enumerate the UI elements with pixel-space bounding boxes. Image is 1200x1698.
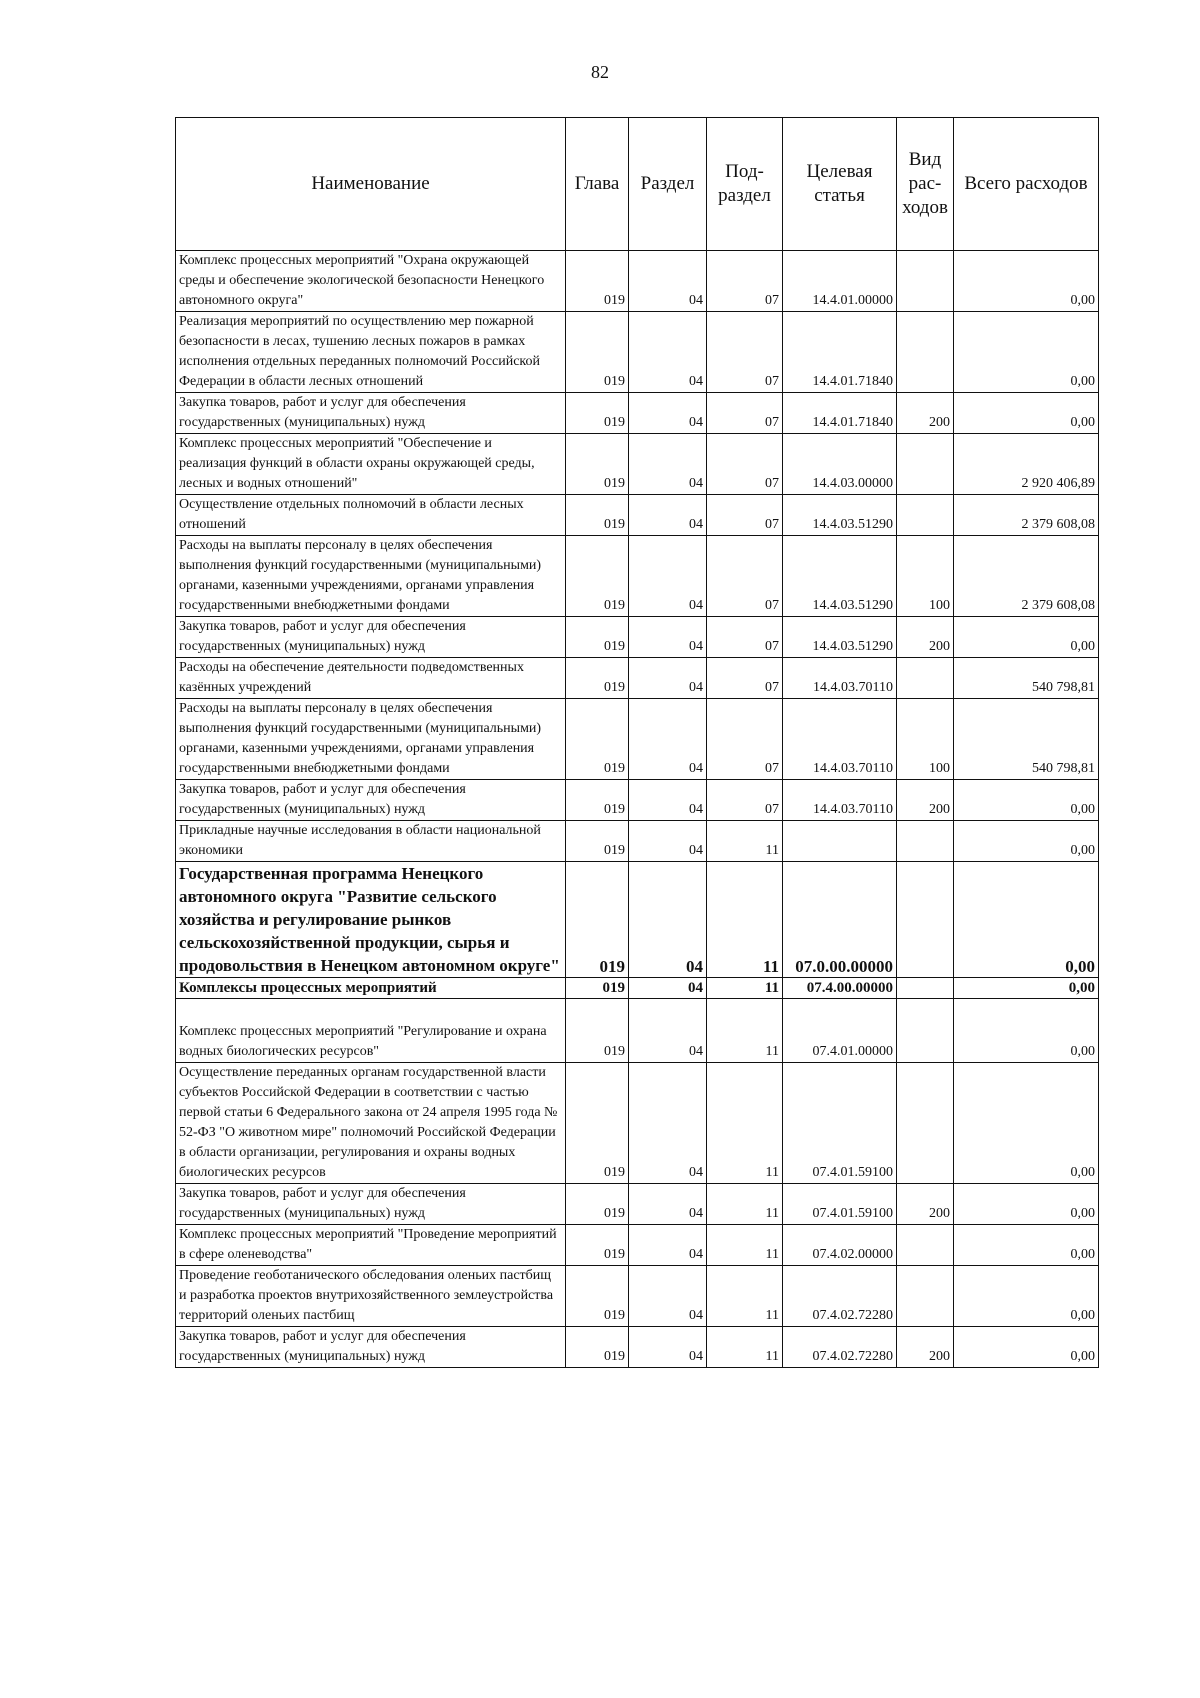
row-total: 0,00 bbox=[954, 617, 1099, 658]
row-section: 04 bbox=[629, 1327, 707, 1368]
table-header-row bbox=[176, 118, 1099, 251]
header-type: Вид рас-ходов bbox=[897, 118, 954, 251]
table-row-program bbox=[176, 862, 1099, 978]
row-subsection: 07 bbox=[707, 393, 783, 434]
row-total: 0,00 bbox=[954, 999, 1099, 1063]
row-name: Расходы на выплаты персоналу в целях обеспечения выполнения функций государственными (муниципальными) органами, казенными учреждениями, органами управления государственными внебюджетными фондами bbox=[176, 699, 566, 780]
row-name: Комплекс процессных мероприятий "Охрана окружающей среды и обеспечение экологической безопасности Ненецкого автономного округа" bbox=[176, 251, 566, 312]
row-total: 0,00 bbox=[954, 251, 1099, 312]
row-total: 0,00 bbox=[954, 1225, 1099, 1266]
row-target: 14.4.03.70110 bbox=[783, 780, 897, 821]
row-section: 04 bbox=[629, 536, 707, 617]
row-target: 07.4.01.59100 bbox=[783, 1063, 897, 1184]
row-target: 14.4.03.00000 bbox=[783, 434, 897, 495]
row-type bbox=[897, 495, 954, 536]
row-target: 14.4.03.70110 bbox=[783, 658, 897, 699]
row-chapter: 019 bbox=[566, 495, 629, 536]
row-chapter: 019 bbox=[566, 393, 629, 434]
row-chapter: 019 bbox=[566, 1225, 629, 1266]
row-name: Государственная программа Ненецкого автономного округа "Развитие сельского хозяйства и регулирование рынков сельскохозяйственной продукции, сырья и продовольствия в Ненецком автономном округе" bbox=[176, 862, 566, 978]
header-section: Раздел bbox=[629, 118, 707, 251]
row-total: 0,00 bbox=[954, 1063, 1099, 1184]
row-type bbox=[897, 434, 954, 495]
table-row bbox=[176, 434, 1099, 495]
row-subsection: 07 bbox=[707, 434, 783, 495]
table-row bbox=[176, 821, 1099, 862]
row-target: 14.4.03.51290 bbox=[783, 536, 897, 617]
row-type bbox=[897, 862, 954, 978]
budget-table bbox=[175, 117, 1099, 1368]
row-subsection: 07 bbox=[707, 251, 783, 312]
row-total: 540 798,81 bbox=[954, 658, 1099, 699]
row-type bbox=[897, 251, 954, 312]
row-target: 14.4.01.71840 bbox=[783, 393, 897, 434]
row-subsection: 07 bbox=[707, 699, 783, 780]
row-target: 07.4.02.72280 bbox=[783, 1266, 897, 1327]
table-row bbox=[176, 1327, 1099, 1368]
row-chapter: 019 bbox=[566, 780, 629, 821]
row-target: 07.4.01.59100 bbox=[783, 1184, 897, 1225]
row-section: 04 bbox=[629, 434, 707, 495]
row-type: 100 bbox=[897, 699, 954, 780]
row-chapter: 019 bbox=[566, 699, 629, 780]
row-subsection: 07 bbox=[707, 780, 783, 821]
row-section: 04 bbox=[629, 978, 707, 999]
row-target: 14.4.01.71840 bbox=[783, 312, 897, 393]
header-chapter: Глава bbox=[566, 118, 629, 251]
row-type: 200 bbox=[897, 780, 954, 821]
row-total: 0,00 bbox=[954, 862, 1099, 978]
row-chapter: 019 bbox=[566, 1266, 629, 1327]
table-row-subtotal bbox=[176, 978, 1099, 999]
row-section: 04 bbox=[629, 312, 707, 393]
header-total: Всего расходов bbox=[954, 118, 1099, 251]
row-chapter: 019 bbox=[566, 617, 629, 658]
row-section: 04 bbox=[629, 393, 707, 434]
table-row bbox=[176, 1225, 1099, 1266]
table-row bbox=[176, 1184, 1099, 1225]
row-name: Комплексы процессных мероприятий bbox=[176, 978, 566, 999]
row-total: 0,00 bbox=[954, 821, 1099, 862]
row-section: 04 bbox=[629, 1184, 707, 1225]
row-type: 200 bbox=[897, 1184, 954, 1225]
row-target: 07.4.02.00000 bbox=[783, 1225, 897, 1266]
row-type bbox=[897, 978, 954, 999]
row-name: Проведение геоботанического обследования оленьих пастбищ и разработка проектов внутрихозяйственного землеустройства территорий оленьих пастбищ bbox=[176, 1266, 566, 1327]
header-name: Наименование bbox=[176, 118, 566, 251]
row-name: Закупка товаров, работ и услуг для обеспечения государственных (муниципальных) нужд bbox=[176, 780, 566, 821]
table-row bbox=[176, 312, 1099, 393]
row-name: Комплекс процессных мероприятий "Регулирование и охрана водных биологических ресурсов" bbox=[176, 999, 566, 1063]
row-subsection: 11 bbox=[707, 978, 783, 999]
row-chapter: 019 bbox=[566, 999, 629, 1063]
row-name: Реализация мероприятий по осуществлению мер пожарной безопасности в лесах, тушению лесных пожаров в рамках исполнения отдельных переданных полномочий Российской Федерации в области лесных отношений bbox=[176, 312, 566, 393]
row-target: 14.4.03.51290 bbox=[783, 495, 897, 536]
row-subsection: 07 bbox=[707, 495, 783, 536]
row-total: 0,00 bbox=[954, 1327, 1099, 1368]
row-total: 0,00 bbox=[954, 1184, 1099, 1225]
row-target: 14.4.03.51290 bbox=[783, 617, 897, 658]
table-row bbox=[176, 393, 1099, 434]
row-subsection: 11 bbox=[707, 1266, 783, 1327]
row-total: 0,00 bbox=[954, 393, 1099, 434]
table-row bbox=[176, 1063, 1099, 1184]
row-type: 200 bbox=[897, 393, 954, 434]
header-subsection: Под-раздел bbox=[707, 118, 783, 251]
row-section: 04 bbox=[629, 1266, 707, 1327]
row-section: 04 bbox=[629, 862, 707, 978]
table-row bbox=[176, 999, 1099, 1063]
table-row bbox=[176, 617, 1099, 658]
row-subsection: 11 bbox=[707, 862, 783, 978]
table-row bbox=[176, 780, 1099, 821]
row-type bbox=[897, 821, 954, 862]
row-name: Закупка товаров, работ и услуг для обеспечения государственных (муниципальных) нужд bbox=[176, 393, 566, 434]
row-subsection: 07 bbox=[707, 617, 783, 658]
row-type bbox=[897, 312, 954, 393]
row-total: 0,00 bbox=[954, 780, 1099, 821]
row-section: 04 bbox=[629, 1063, 707, 1184]
row-name: Комплекс процессных мероприятий "Проведение мероприятий в сфере оленеводства" bbox=[176, 1225, 566, 1266]
row-type: 200 bbox=[897, 1327, 954, 1368]
row-subsection: 07 bbox=[707, 536, 783, 617]
row-target: 07.4.00.00000 bbox=[783, 978, 897, 999]
row-chapter: 019 bbox=[566, 251, 629, 312]
row-chapter: 019 bbox=[566, 658, 629, 699]
row-name: Осуществление переданных органам государственной власти субъектов Российской Федерации в соответствии с частью первой статьи 6 Федерального закона от 24 апреля 1995 года № 52-ФЗ "О животном мире" полномочий Российской Федерации в области организации, регулирования и охраны водных биологических ресурсов bbox=[176, 1063, 566, 1184]
row-target: 07.0.00.00000 bbox=[783, 862, 897, 978]
row-target bbox=[783, 821, 897, 862]
row-section: 04 bbox=[629, 495, 707, 536]
row-subsection: 07 bbox=[707, 312, 783, 393]
header-target: Целевая статья bbox=[783, 118, 897, 251]
row-chapter: 019 bbox=[566, 312, 629, 393]
row-section: 04 bbox=[629, 780, 707, 821]
row-subsection: 11 bbox=[707, 1225, 783, 1266]
row-section: 04 bbox=[629, 617, 707, 658]
row-target: 07.4.02.72280 bbox=[783, 1327, 897, 1368]
row-name: Комплекс процессных мероприятий "Обеспечение и реализация функций в области охраны окружающей среды, лесных и водных отношений" bbox=[176, 434, 566, 495]
row-target: 14.4.03.70110 bbox=[783, 699, 897, 780]
row-target: 07.4.01.00000 bbox=[783, 999, 897, 1063]
row-chapter: 019 bbox=[566, 1184, 629, 1225]
row-type bbox=[897, 1266, 954, 1327]
row-total: 540 798,81 bbox=[954, 699, 1099, 780]
row-total: 2 379 608,08 bbox=[954, 495, 1099, 536]
row-section: 04 bbox=[629, 699, 707, 780]
row-subsection: 11 bbox=[707, 1063, 783, 1184]
table-row bbox=[176, 251, 1099, 312]
row-type bbox=[897, 1063, 954, 1184]
row-chapter: 019 bbox=[566, 1063, 629, 1184]
row-name: Закупка товаров, работ и услуг для обеспечения государственных (муниципальных) нужд bbox=[176, 617, 566, 658]
row-target: 14.4.01.00000 bbox=[783, 251, 897, 312]
row-name: Расходы на выплаты персоналу в целях обеспечения выполнения функций государственными (муниципальными) органами, казенными учреждениями, органами управления государственными внебюджетными фондами bbox=[176, 536, 566, 617]
row-name: Осуществление отдельных полномочий в области лесных отношений bbox=[176, 495, 566, 536]
row-section: 04 bbox=[629, 1225, 707, 1266]
row-section: 04 bbox=[629, 821, 707, 862]
row-total: 0,00 bbox=[954, 1266, 1099, 1327]
row-type bbox=[897, 1225, 954, 1266]
row-type bbox=[897, 658, 954, 699]
row-subsection: 11 bbox=[707, 1327, 783, 1368]
row-name: Расходы на обеспечение деятельности подведомственных казённых учреждений bbox=[176, 658, 566, 699]
row-chapter: 019 bbox=[566, 862, 629, 978]
row-chapter: 019 bbox=[566, 434, 629, 495]
row-section: 04 bbox=[629, 658, 707, 699]
table-row bbox=[176, 658, 1099, 699]
row-section: 04 bbox=[629, 251, 707, 312]
row-name: Закупка товаров, работ и услуг для обеспечения государственных (муниципальных) нужд bbox=[176, 1327, 566, 1368]
page-number: 82 bbox=[591, 62, 609, 82]
row-chapter: 019 bbox=[566, 978, 629, 999]
row-total: 0,00 bbox=[954, 978, 1099, 999]
row-chapter: 019 bbox=[566, 536, 629, 617]
table-row bbox=[176, 699, 1099, 780]
row-type: 200 bbox=[897, 617, 954, 658]
row-type: 100 bbox=[897, 536, 954, 617]
row-subsection: 11 bbox=[707, 999, 783, 1063]
table-row bbox=[176, 536, 1099, 617]
row-total: 2 379 608,08 bbox=[954, 536, 1099, 617]
row-subsection: 07 bbox=[707, 658, 783, 699]
row-subsection: 11 bbox=[707, 821, 783, 862]
row-subsection: 11 bbox=[707, 1184, 783, 1225]
row-section: 04 bbox=[629, 999, 707, 1063]
row-chapter: 019 bbox=[566, 1327, 629, 1368]
row-total: 0,00 bbox=[954, 312, 1099, 393]
row-type bbox=[897, 999, 954, 1063]
table-row bbox=[176, 495, 1099, 536]
table-row bbox=[176, 1266, 1099, 1327]
row-name: Прикладные научные исследования в области национальной экономики bbox=[176, 821, 566, 862]
row-chapter: 019 bbox=[566, 821, 629, 862]
row-name: Закупка товаров, работ и услуг для обеспечения государственных (муниципальных) нужд bbox=[176, 1184, 566, 1225]
row-total: 2 920 406,89 bbox=[954, 434, 1099, 495]
